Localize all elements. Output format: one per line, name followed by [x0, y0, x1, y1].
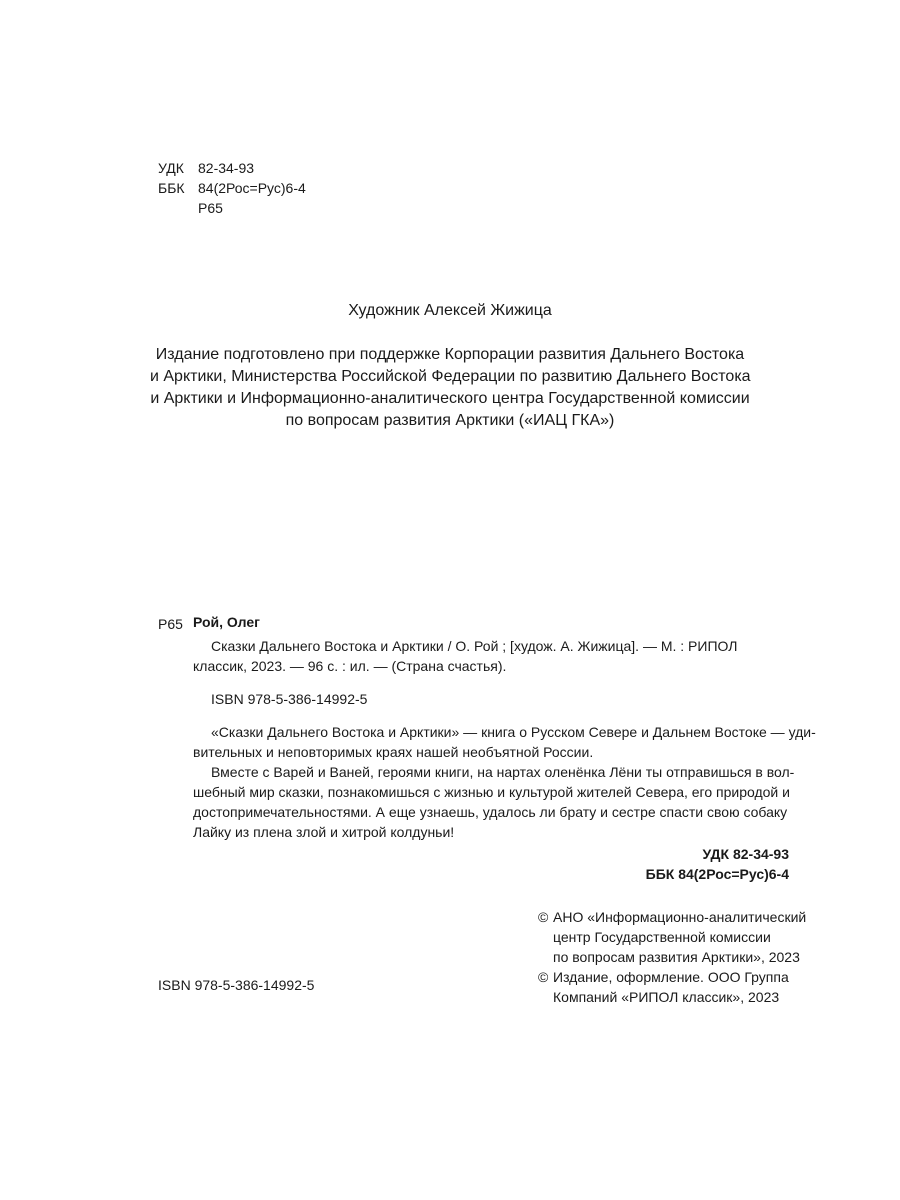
copyright-symbol: © [538, 969, 549, 985]
support-line: по вопросам развития Арктики («ИАЦ ГКА») [285, 412, 615, 429]
annotation-line: «Сказки Дальнего Востока и Арктики» — книга о Русском Севере и Дальнем Востоке — уди- [211, 724, 816, 740]
bibliographic-description [193, 636, 788, 676]
annotation-line: достопримечательностями. А еще узнаешь, удалось ли брату и сестре спасти свою собаку [193, 804, 788, 820]
support-line: Издание подготовлено при поддержке Корпорации развития Дальнего Востока [155, 346, 745, 363]
bib-line: классик, 2023. — 96 с. : ил. — (Страна счастья). [193, 658, 507, 674]
copyright-line: Издание, оформление. ООО Группа [553, 969, 789, 985]
annotation-line: Лайку из плена злой и хитрой колдуньи! [193, 824, 455, 840]
bib-line: Сказки Дальнего Востока и Арктики / О. Рой ; [худож. А. Жижица]. — М. : РИПОЛ [211, 638, 738, 654]
annotation [193, 722, 816, 842]
udk-value: 82-34-93 [198, 160, 255, 176]
bbk-bold: ББК 84(2Рос=Рус)6-4 [645, 866, 789, 882]
copyright-item [538, 907, 806, 967]
copyright-symbol: © [538, 909, 549, 925]
annotation-line: Вместе с Варей и Ваней, героями книги, на нартах оленёнка Лёни ты отправишься в вол- [211, 764, 795, 780]
annotation-line: шебный мир сказки, познакомишься с жизнью и культурой жителей Севера, его природой и [193, 784, 790, 800]
catalog-codes-bold [646, 844, 789, 884]
udk-bold: УДК 82-34-93 [702, 846, 789, 862]
support-line: и Арктики, Министерства Российской Федерации по развитию Дальнего Востока [150, 368, 751, 385]
annotation-paragraph [193, 762, 795, 842]
catalog-card [193, 612, 816, 842]
isbn-bottom: ISBN 978-5-386-14992-5 [158, 977, 315, 993]
bbk-value: 84(2Рос=Рус)6-4 [198, 180, 306, 196]
copyright-item [538, 967, 806, 1007]
classification-codes [158, 158, 306, 218]
copyright-line: Компаний «РИПОЛ классик», 2023 [553, 989, 780, 1005]
udk-row [158, 158, 306, 178]
author-mark-row [158, 198, 306, 218]
copyright-line: по вопросам развития Арктики», 2023 [553, 949, 800, 965]
annotation-paragraph [193, 722, 816, 762]
author-mark: Р65 [198, 200, 223, 216]
catalog-author: Рой, Олег [193, 614, 260, 630]
bbk-label: ББК [158, 180, 185, 196]
copyright-block [538, 907, 806, 1007]
copyright-line: центр Государственной комиссии [553, 929, 771, 945]
support-line: и Арктики и Информационно-аналитического центра Государственной комиссии [150, 390, 750, 407]
artist-credit: Художник Алексей Жижица [348, 302, 552, 319]
support-statement [150, 344, 750, 432]
bbk-row [158, 178, 306, 198]
copyright-line: АНО «Информационно-аналитический [553, 909, 807, 925]
udk-label: УДК [158, 160, 184, 176]
annotation-line: вительных и неповторимых краях нашей необъятной России. [193, 744, 594, 760]
catalog-isbn: ISBN 978-5-386-14992-5 [211, 691, 368, 707]
catalog-card-code: Р65 [158, 616, 183, 632]
